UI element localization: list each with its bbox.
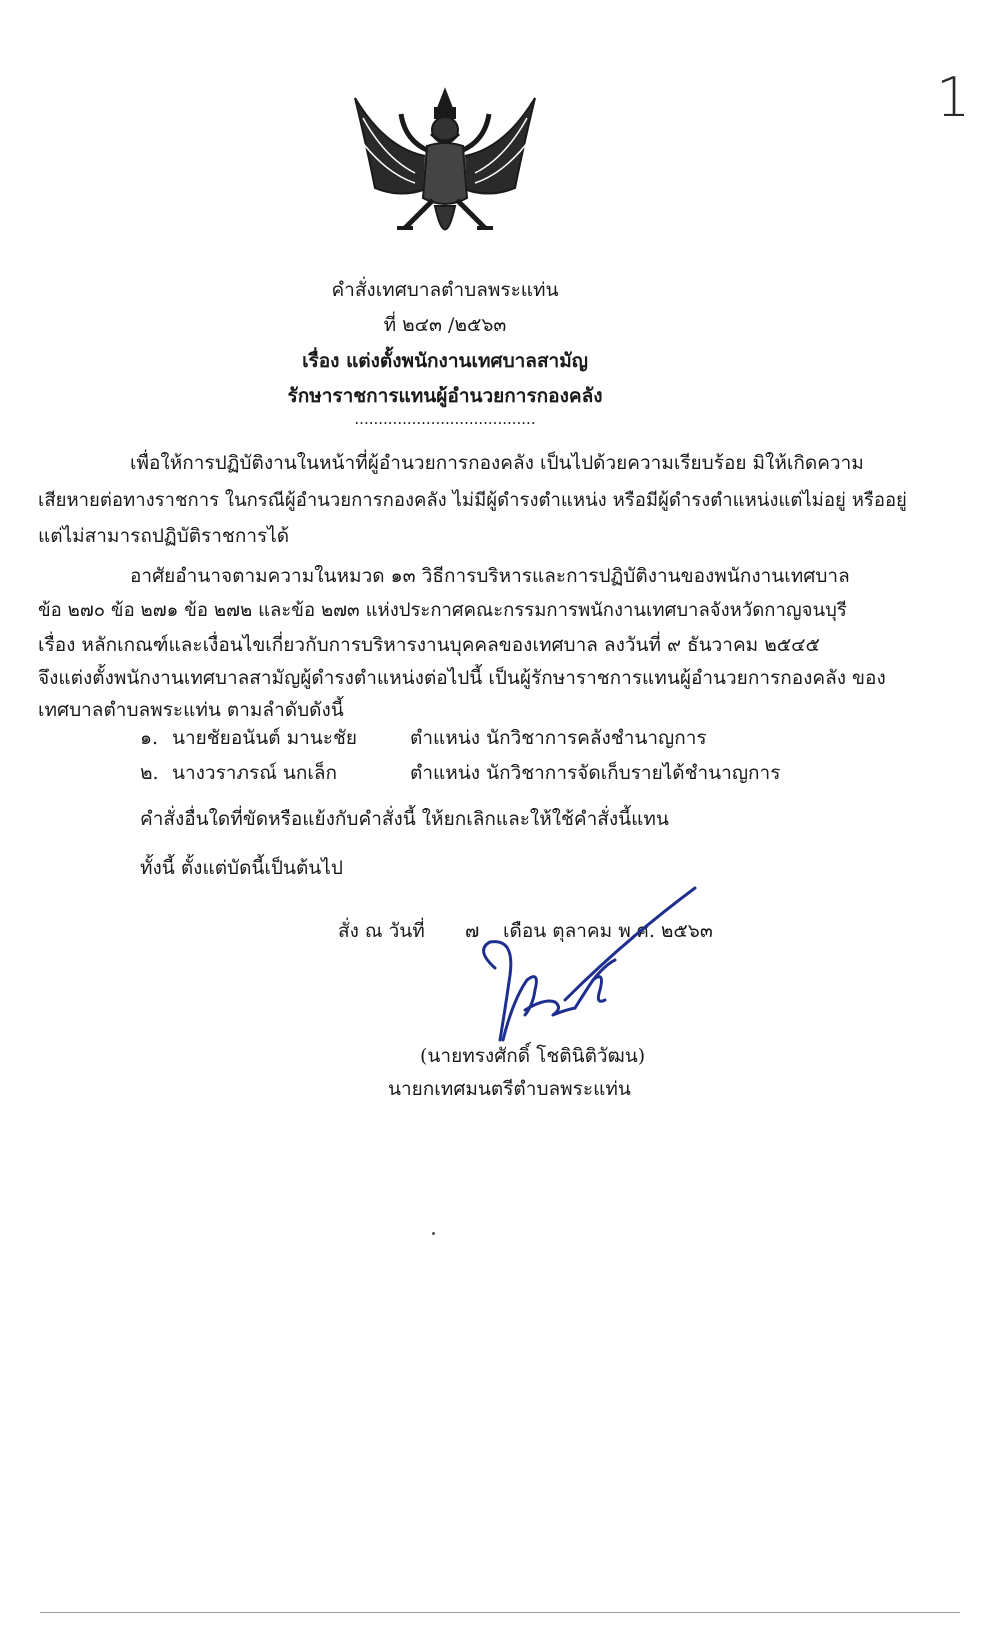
order-number: ที่ ๒๔๓ /๒๕๖๓	[383, 314, 507, 336]
order-title: คำสั่งเทศบาลตำบลพระแท่น	[331, 279, 559, 301]
appointee-index: ๑.	[140, 727, 159, 749]
appointee-name: นางวราภรณ์ นกเล็ก	[172, 762, 338, 784]
para2-line5: เทศบาลตำบลพระแท่น ตามลำดับดังนี้	[38, 699, 344, 721]
para1-line1: เพื่อให้การปฏิบัติงานในหน้าที่ผู้อำนวยการกองคลัง เป็นไปด้วยความเรียบร้อย มิให้เกิดความ	[130, 452, 864, 474]
para4: ทั้งนี้ ตั้งแต่บัดนี้เป็นต้นไป	[140, 857, 343, 879]
signature-mark	[455, 880, 715, 1050]
para3: คำสั่งอื่นใดที่ขัดหรือแย้งกับคำสั่งนี้ ให้ยกเลิกและให้ใช้คำสั่งนี้แทน	[140, 808, 669, 830]
para2-line2: ข้อ ๒๗๐ ข้อ ๒๗๑ ข้อ ๒๗๒ และข้อ ๒๗๓ แห่งประกาศคณะกรรมการพนักงานเทศบาลจังหวัดกาญจนบุรี	[38, 600, 847, 621]
para2-line3: เรื่อง หลักเกณฑ์และเงื่อนไขเกี่ยวกับการบริหารงานบุคคลของเทศบาล ลงวันที่ ๙ ธันวาคม ๒๕๔๕	[38, 634, 820, 656]
signer-name: (นายทรงศักดิ์ โชตินิติวัฒน)	[420, 1045, 646, 1067]
page-number-mark: 1	[936, 66, 971, 129]
stray-dot	[432, 1232, 435, 1235]
dotted-separator: ......................................	[354, 410, 536, 428]
date-rest: เดือน ตุลาคม พ.ศ. ๒๕๖๓	[503, 920, 713, 942]
order-subject-continued: รักษาราชการแทนผู้อำนวยการกองคลัง	[287, 385, 603, 407]
para2-line1: อาศัยอำนาจตามความในหมวด ๑๓ วิธีการบริหารและการปฏิบัติงานของพนักงานเทศบาล	[130, 565, 850, 587]
appointee-index: ๒.	[140, 762, 159, 784]
garuda-emblem-icon	[345, 78, 545, 268]
appointee-position: ตำแหน่ง นักวิชาการจัดเก็บรายได้ชำนาญการ	[410, 762, 781, 784]
order-subject: เรื่อง แต่งตั้งพนักงานเทศบาลสามัญ	[302, 350, 588, 372]
signer-title: นายกเทศมนตรีตำบลพระแท่น	[388, 1078, 631, 1100]
para1-line3: แต่ไม่สามารถปฏิบัติราชการได้	[38, 525, 290, 547]
para1-line2: เสียหายต่อทางราชการ ในกรณีผู้อำนวยการกองคลัง ไม่มีผู้ดำรงตำแหน่ง หรือมีผู้ดำรงตำแหน่งแต่ไม่อยู่ หรืออยู่	[38, 490, 907, 511]
appointee-position: ตำแหน่ง นักวิชาการคลังชำนาญการ	[410, 727, 707, 749]
page-bottom-line	[40, 1612, 960, 1613]
para2-line4: จึงแต่งตั้งพนักงานเทศบาลสามัญผู้ดำรงตำแหน่งต่อไปนี้ เป็นผู้รักษาราชการแทนผู้อำนวยการกองคลัง ของ	[38, 667, 886, 689]
date-day: ๗	[465, 920, 480, 942]
appointee-name: นายชัยอนันต์ มานะชัย	[172, 727, 357, 749]
date-prefix: สั่ง ณ วันที่	[338, 920, 425, 942]
